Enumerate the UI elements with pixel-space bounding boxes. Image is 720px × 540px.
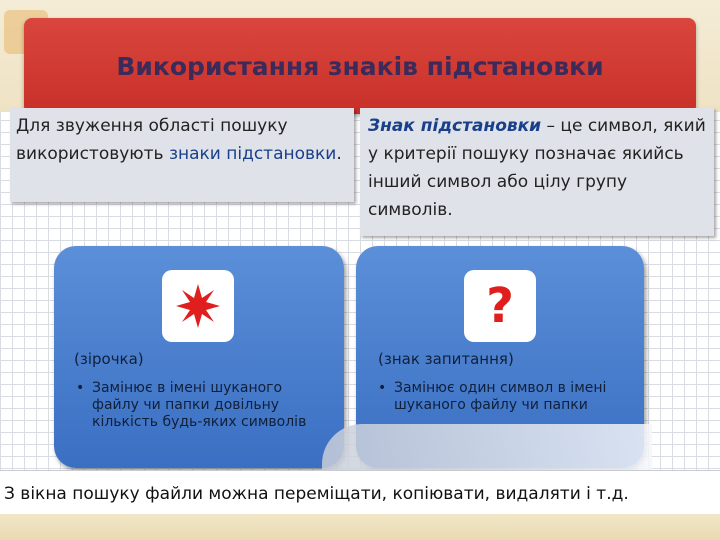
- decor-swoosh: [322, 424, 652, 472]
- asterisk-card: [54, 246, 344, 468]
- question-mark-icon: ?: [486, 278, 514, 334]
- intro-right-text: – це символ, який у критерії пошуку позначає якийсь інший символ або цілу групу символів.: [368, 116, 706, 220]
- asterisk-icon-box: [162, 270, 234, 342]
- intro-right-emphasis: Знак підстановки: [368, 116, 542, 136]
- asterisk-label: (зірочка): [74, 350, 144, 368]
- intro-left-emphasis: знаки підстановки: [168, 144, 337, 164]
- intro-right-box: [360, 108, 714, 236]
- intro-left-text: Для звуження області пошуку використовують: [16, 116, 288, 164]
- page-title: Використання знаків підстановки: [116, 52, 604, 81]
- asterisk-description: [76, 380, 332, 431]
- red-star-icon: [174, 282, 222, 330]
- footer-text: З вікна пошуку файли можна переміщати, копіювати, видаляти і т.д.: [4, 484, 629, 504]
- question-description-text: Замінює один символ в імені шуканого файлу чи папки: [394, 380, 607, 413]
- asterisk-description-text: Замінює в імені шуканого файлу чи папки довільну кількість будь-яких символів: [92, 380, 307, 430]
- bullet-dot-icon: •: [76, 380, 85, 396]
- bullet-dot-icon: •: [378, 380, 387, 396]
- question-label: (знак запитання): [378, 350, 514, 368]
- question-icon-box: [464, 270, 536, 342]
- question-description: [378, 380, 630, 414]
- bottom-decor-strip: [0, 514, 720, 540]
- intro-left-end: .: [336, 144, 342, 164]
- intro-left-box: [10, 108, 354, 202]
